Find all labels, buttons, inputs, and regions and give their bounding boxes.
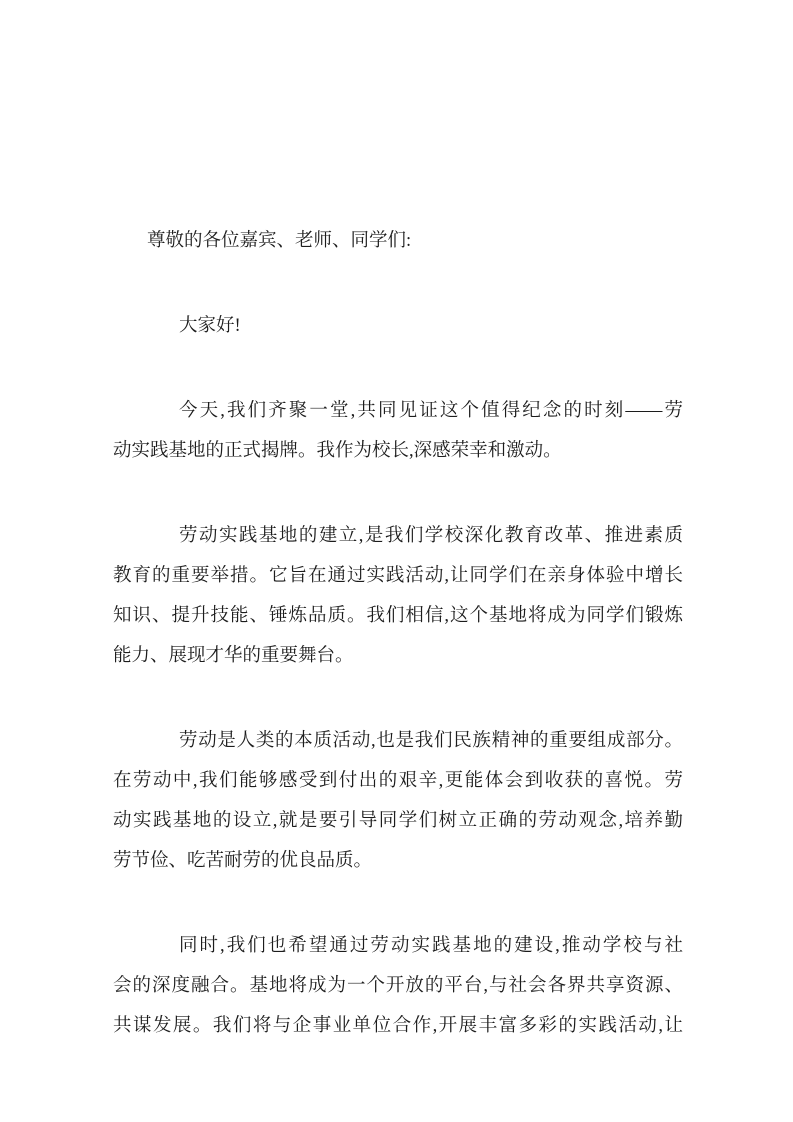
text-line: 会的深度融合。基地将成为一个开放的平台,与社会各界共享资源、 — [113, 976, 683, 996]
text-line: 劳节俭、吃苦耐劳的优良品质。 — [113, 851, 373, 871]
text-line: 教育的重要举措。它旨在通过实践活动,让同学们在亲身体验中增长 — [113, 566, 683, 586]
text-line: 劳动是人类的本质活动,也是我们民族精神的重要组成部分。 — [179, 731, 683, 751]
text-line: 知识、提升技能、锤炼品质。我们相信,这个基地将成为同学们锻炼 — [113, 606, 683, 626]
text-line: 共谋发展。我们将与企事业单位合作,开展丰富多彩的实践活动,让 — [113, 1016, 683, 1036]
text-line: 大家好! — [179, 316, 241, 336]
text-line: 同时,我们也希望通过劳动实践基地的建设,推动学校与社 — [179, 936, 683, 956]
text-line: 动实践基地的设立,就是要引导同学们树立正确的劳动观念,培养勤 — [113, 811, 683, 831]
text-line: 能力、展现才华的重要舞台。 — [113, 646, 354, 666]
text-line: 今天,我们齐聚一堂,共同见证这个值得纪念的时刻——劳 — [179, 401, 683, 421]
text-line: 动实践基地的正式揭牌。我作为校长,深感荣幸和激动。 — [113, 441, 562, 461]
text-line: 劳动实践基地的建立,是我们学校深化教育改革、推进素质 — [179, 526, 683, 546]
salutation-line: 尊敬的各位嘉宾、老师、同学们: — [147, 231, 412, 251]
text-line: 在劳动中,我们能够感受到付出的艰辛,更能体会到收获的喜悦。劳 — [113, 771, 683, 791]
